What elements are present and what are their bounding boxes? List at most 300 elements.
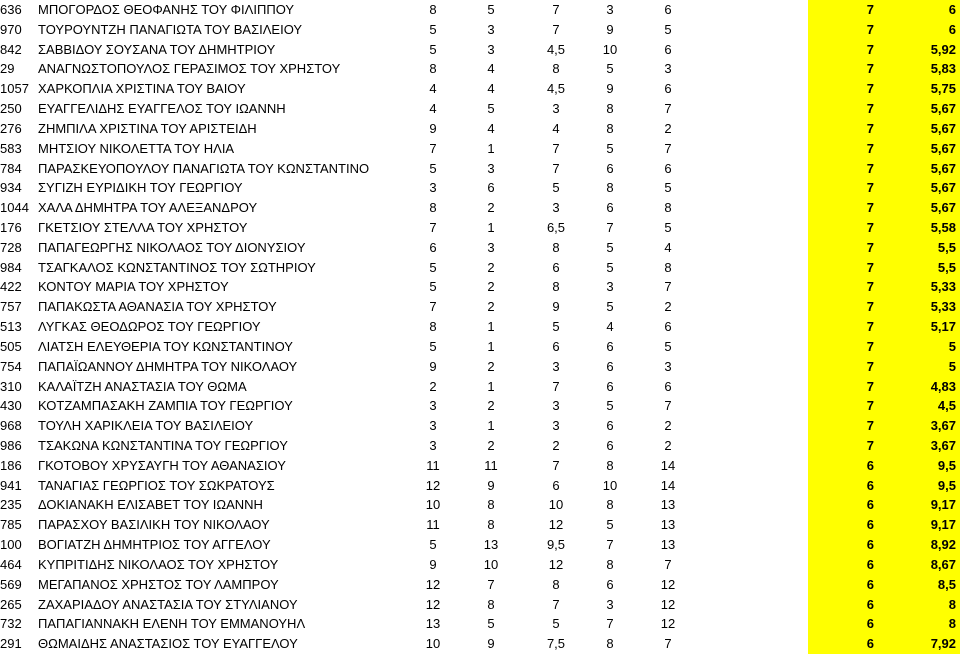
grade-a-cell[interactable]: 5	[429, 279, 437, 295]
table-row[interactable]	[0, 59, 960, 79]
grade-b-cell[interactable]: 3	[487, 41, 495, 57]
name-cell[interactable]: ΓΚΕΤΣΙΟΥ ΣΤΕΛΛΑ ΤΟΥ ΧΡΗΣΤΟΥ	[38, 220, 248, 235]
grade-a-cell[interactable]: 9	[429, 120, 437, 136]
grade-b-cell[interactable]: 8	[487, 596, 495, 612]
grade-d-cell[interactable]: 6	[606, 160, 614, 176]
name-cell[interactable]: ΤΣΑΓΚΑΛΟΣ ΚΩΝΣΤΑΝΤΙΝΟΣ ΤΟΥ ΣΩΤΗΡΙΟΥ	[38, 259, 316, 275]
score-cell[interactable]: 4,5	[882, 396, 960, 416]
name-cell[interactable]: ΠΑΡΑΣΧΟΥ ΒΑΣΙΛΙΚΗ ΤΟΥ ΝΙΚΟΛΑΟΥ	[38, 517, 270, 533]
grade-a-cell[interactable]: 8	[429, 2, 437, 17]
table-row[interactable]	[0, 139, 960, 159]
name-cell[interactable]: ΠΑΡΑΣΚΕΥΟΠΟΥΛΟΥ ΠΑΝΑΓΙΩΤΑ ΤΟΥ ΚΩΝΣΤΑΝΤΙΝΟ	[38, 160, 370, 176]
rank-cell[interactable]: 6	[808, 614, 882, 634]
name-cell[interactable]: ΤΟΥΡΟΥΝΤΖΗ ΠΑΝΑΓΙΩΤΑ ΤΟΥ ΒΑΣΙΛΕΙΟΥ	[38, 21, 303, 37]
table-row[interactable]	[0, 614, 960, 634]
rank-cell[interactable]: 7	[808, 396, 882, 416]
row-id-cell[interactable]: 505	[0, 338, 22, 354]
grade-d-cell[interactable]: 5	[606, 398, 614, 414]
rank-cell[interactable]: 7	[808, 258, 882, 278]
rank-cell[interactable]: 6	[808, 535, 882, 555]
rank-cell[interactable]: 7	[808, 317, 882, 337]
row-id-cell[interactable]: 842	[0, 41, 22, 57]
rank-cell[interactable]: 6	[808, 575, 882, 595]
row-id-cell[interactable]: 934	[0, 180, 22, 196]
grade-b-cell[interactable]: 1	[487, 338, 495, 354]
grade-b-cell[interactable]: 2	[487, 279, 495, 295]
grade-b-cell[interactable]: 5	[487, 101, 495, 117]
grade-a-cell[interactable]: 3	[429, 418, 437, 434]
grade-e-cell[interactable]: 7	[664, 398, 672, 414]
grade-b-cell[interactable]: 9	[487, 636, 495, 652]
table-row[interactable]	[0, 40, 960, 60]
grade-e-cell[interactable]: 13	[660, 517, 676, 533]
row-id-cell[interactable]: 583	[0, 140, 22, 156]
row-id-cell[interactable]: 728	[0, 239, 22, 255]
grade-a-cell[interactable]: 12	[425, 576, 441, 592]
grade-c-cell[interactable]: 7	[552, 457, 560, 473]
grade-e-cell[interactable]: 8	[664, 200, 672, 216]
grade-a-cell[interactable]: 5	[429, 537, 437, 553]
grade-c-cell[interactable]: 7,5	[546, 636, 566, 652]
score-cell[interactable]: 5,33	[882, 277, 960, 297]
score-cell[interactable]: 9,5	[882, 456, 960, 476]
grade-d-cell[interactable]: 4	[606, 319, 614, 335]
grade-e-cell[interactable]: 8	[664, 259, 672, 275]
score-cell[interactable]: 8,92	[882, 535, 960, 555]
grade-e-cell[interactable]: 6	[664, 81, 672, 97]
rank-cell[interactable]: 6	[808, 456, 882, 476]
rank-cell[interactable]: 7	[808, 416, 882, 436]
table-row[interactable]	[0, 0, 960, 20]
grade-c-cell[interactable]: 7	[552, 2, 560, 17]
table-row[interactable]	[0, 198, 960, 218]
rank-cell[interactable]: 6	[808, 476, 882, 496]
rank-cell[interactable]: 7	[808, 139, 882, 159]
grade-a-cell[interactable]: 3	[429, 180, 437, 196]
grade-a-cell[interactable]: 10	[425, 497, 441, 513]
score-cell[interactable]: 8	[882, 595, 960, 615]
score-cell[interactable]: 5,67	[882, 139, 960, 159]
grade-a-cell[interactable]: 3	[429, 438, 437, 453]
grade-a-cell[interactable]: 5	[429, 160, 437, 176]
table-row[interactable]	[0, 20, 960, 40]
table-row[interactable]	[0, 495, 960, 515]
grade-e-cell[interactable]: 5	[664, 338, 672, 354]
grade-d-cell[interactable]: 3	[606, 279, 614, 295]
grade-d-cell[interactable]: 10	[602, 41, 618, 57]
name-cell[interactable]: ΛΥΓΚΑΣ ΘΕΟΔΩΡΟΣ ΤΟΥ ΓΕΩΡΓΙΟΥ	[38, 319, 261, 335]
grade-e-cell[interactable]: 2	[664, 299, 672, 315]
row-id-cell[interactable]: 464	[0, 556, 22, 572]
grade-e-cell[interactable]: 7	[664, 279, 672, 295]
rank-cell[interactable]: 6	[808, 495, 882, 515]
grade-a-cell[interactable]: 13	[425, 616, 441, 632]
grade-c-cell[interactable]: 7	[552, 140, 560, 156]
grade-a-cell[interactable]: 4	[429, 101, 437, 117]
name-cell[interactable]: ΧΑΡΚΟΠΛΙΑ ΧΡΙΣΤΙΝΑ ΤΟΥ ΒΑΙΟΥ	[38, 81, 246, 97]
row-id-cell[interactable]: 757	[0, 299, 22, 315]
grade-b-cell[interactable]: 3	[487, 21, 495, 37]
grade-c-cell[interactable]: 9	[552, 299, 560, 315]
row-id-cell[interactable]: 732	[0, 616, 22, 632]
row-id-cell[interactable]: 754	[0, 358, 22, 374]
grade-c-cell[interactable]: 3	[552, 101, 560, 117]
row-id-cell[interactable]: 569	[0, 576, 22, 592]
rank-cell[interactable]: 7	[808, 159, 882, 179]
grade-a-cell[interactable]: 9	[429, 556, 437, 572]
grade-b-cell[interactable]: 2	[487, 438, 495, 453]
table-row[interactable]	[0, 575, 960, 595]
grade-e-cell[interactable]: 6	[664, 2, 672, 17]
grade-c-cell[interactable]: 4,5	[546, 41, 566, 57]
grade-e-cell[interactable]: 2	[664, 438, 672, 453]
grade-d-cell[interactable]: 10	[602, 477, 618, 493]
row-id-cell[interactable]: 235	[0, 497, 22, 513]
score-cell[interactable]: 5,33	[882, 297, 960, 317]
grade-d-cell[interactable]: 8	[606, 497, 614, 513]
score-cell[interactable]: 6	[882, 20, 960, 40]
grade-d-cell[interactable]: 8	[606, 180, 614, 196]
rank-cell[interactable]: 7	[808, 377, 882, 397]
grade-b-cell[interactable]: 4	[487, 120, 495, 136]
row-id-cell[interactable]: 186	[0, 457, 22, 473]
table-row[interactable]	[0, 595, 960, 615]
grade-c-cell[interactable]: 3	[552, 200, 560, 216]
name-cell[interactable]: ΤΟΥΛΗ ΧΑΡΙΚΛΕΙΑ ΤΟΥ ΒΑΣΙΛΕΙΟΥ	[38, 418, 254, 434]
name-cell[interactable]: ΣΑΒΒΙΔΟΥ ΣΟΥΣΑΝΑ ΤΟΥ ΔΗΜΗΤΡΙΟΥ	[38, 41, 276, 57]
name-cell[interactable]: ΤΑΝΑΓΙΑΣ ΓΕΩΡΓΙΟΣ ΤΟΥ ΣΩΚΡΑΤΟΥΣ	[38, 477, 275, 493]
score-cell[interactable]: 9,17	[882, 495, 960, 515]
name-cell[interactable]: ΖΗΜΠΙΛΑ ΧΡΙΣΤΙΝΑ ΤΟΥ ΑΡΙΣΤΕΙΔΗ	[38, 120, 257, 136]
name-cell[interactable]: ΜΕΓΑΠΑΝΟΣ ΧΡΗΣΤΟΣ ΤΟΥ ΛΑΜΠΡΟΥ	[38, 576, 279, 592]
rank-cell[interactable]: 7	[808, 218, 882, 238]
score-cell[interactable]: 9,17	[882, 515, 960, 535]
name-cell[interactable]: ΜΗΤΣΙΟΥ ΝΙΚΟΛΕΤΤΑ ΤΟΥ ΗΛΙΑ	[38, 140, 235, 156]
grade-b-cell[interactable]: 2	[487, 398, 495, 414]
table-row[interactable]	[0, 119, 960, 139]
table-row[interactable]	[0, 178, 960, 198]
table-row[interactable]	[0, 396, 960, 416]
grade-c-cell[interactable]: 7	[552, 378, 560, 394]
grade-d-cell[interactable]: 7	[606, 537, 614, 553]
row-id-cell[interactable]: 430	[0, 398, 22, 414]
grade-a-cell[interactable]: 2	[429, 378, 437, 394]
grade-c-cell[interactable]: 8	[552, 576, 560, 592]
grade-a-cell[interactable]: 6	[429, 239, 437, 255]
rank-cell[interactable]: 6	[808, 595, 882, 615]
grade-a-cell[interactable]: 5	[429, 21, 437, 37]
grade-a-cell[interactable]: 5	[429, 41, 437, 57]
score-cell[interactable]: 5,67	[882, 119, 960, 139]
rank-cell[interactable]: 7	[808, 297, 882, 317]
grade-c-cell[interactable]: 5	[552, 180, 560, 196]
grade-e-cell[interactable]: 5	[664, 220, 672, 235]
grade-a-cell[interactable]: 12	[425, 596, 441, 612]
grade-d-cell[interactable]: 6	[606, 418, 614, 434]
grade-a-cell[interactable]: 4	[429, 81, 437, 97]
rank-cell[interactable]: 7	[808, 79, 882, 99]
grade-b-cell[interactable]: 1	[487, 140, 495, 156]
table-row[interactable]	[0, 297, 960, 317]
grade-e-cell[interactable]: 12	[660, 596, 676, 612]
score-cell[interactable]: 5,67	[882, 178, 960, 198]
grade-b-cell[interactable]: 3	[487, 160, 495, 176]
grade-e-cell[interactable]: 2	[664, 418, 672, 434]
name-cell[interactable]: ΚΑΛΑΪΤΖΗ ΑΝΑΣΤΑΣΙΑ ΤΟΥ ΘΩΜΑ	[38, 378, 247, 394]
score-cell[interactable]: 6	[882, 0, 960, 20]
name-cell[interactable]: ΣΥΓΙΖΗ ΕΥΡΙΔΙΚΗ ΤΟΥ ΓΕΩΡΓΙΟΥ	[38, 180, 243, 196]
grade-c-cell[interactable]: 9,5	[546, 537, 566, 553]
rank-cell[interactable]: 7	[808, 277, 882, 297]
grade-b-cell[interactable]: 5	[487, 616, 495, 632]
rank-cell[interactable]: 7	[808, 59, 882, 79]
score-cell[interactable]: 5,5	[882, 238, 960, 258]
grade-b-cell[interactable]: 2	[487, 259, 495, 275]
grade-c-cell[interactable]: 8	[552, 61, 560, 77]
grade-b-cell[interactable]: 13	[483, 537, 499, 553]
score-cell[interactable]: 5,58	[882, 218, 960, 238]
row-id-cell[interactable]: 276	[0, 120, 22, 136]
row-id-cell[interactable]: 310	[0, 378, 22, 394]
grade-e-cell[interactable]: 6	[664, 378, 672, 394]
name-cell[interactable]: ΠΑΠΑΓΕΩΡΓΗΣ ΝΙΚΟΛΑΟΣ ΤΟΥ ΔΙΟΝΥΣΙΟΥ	[38, 239, 306, 255]
row-id-cell[interactable]: 422	[0, 279, 22, 295]
name-cell[interactable]: ΔΟΚΙΑΝΑΚΗ ΕΛΙΣΑΒΕΤ ΤΟΥ ΙΩΑΝΝΗ	[38, 497, 263, 513]
table-row[interactable]	[0, 277, 960, 297]
score-cell[interactable]: 7,92	[882, 634, 960, 654]
grade-e-cell[interactable]: 14	[660, 477, 676, 493]
table-row[interactable]	[0, 159, 960, 179]
table-row[interactable]	[0, 634, 960, 654]
grade-a-cell[interactable]: 7	[429, 299, 437, 315]
row-id-cell[interactable]: 250	[0, 101, 22, 117]
grade-c-cell[interactable]: 2	[552, 438, 560, 453]
grade-a-cell[interactable]: 11	[426, 457, 440, 473]
grade-e-cell[interactable]: 5	[664, 180, 672, 196]
row-id-cell[interactable]: 970	[0, 21, 22, 37]
grade-c-cell[interactable]: 5	[552, 319, 560, 335]
table-row[interactable]	[0, 515, 960, 535]
table-row[interactable]	[0, 218, 960, 238]
name-cell[interactable]: ΠΑΠΑΪΩΑΝΝΟΥ ΔΗΜΗΤΡΑ ΤΟΥ ΝΙΚΟΛΑΟΥ	[38, 358, 298, 374]
row-id-cell[interactable]: 1057	[0, 81, 29, 97]
grade-e-cell[interactable]: 7	[664, 101, 672, 117]
rank-cell[interactable]: 7	[808, 99, 882, 119]
grade-a-cell[interactable]: 8	[429, 319, 437, 335]
table-row[interactable]	[0, 238, 960, 258]
score-cell[interactable]: 5	[882, 337, 960, 357]
table-row[interactable]	[0, 436, 960, 456]
table-row[interactable]	[0, 317, 960, 337]
grade-b-cell[interactable]: 4	[487, 81, 495, 97]
name-cell[interactable]: ΚΟΤΖΑΜΠΑΣΑΚΗ ΖΑΜΠΙΑ ΤΟΥ ΓΕΩΡΓΙΟΥ	[38, 398, 293, 414]
grade-e-cell[interactable]: 4	[664, 239, 672, 255]
grade-a-cell[interactable]: 5	[429, 338, 437, 354]
rank-cell[interactable]: 7	[808, 178, 882, 198]
grade-a-cell[interactable]: 11	[426, 517, 440, 533]
table-row[interactable]	[0, 337, 960, 357]
table-row[interactable]	[0, 535, 960, 555]
grade-b-cell[interactable]: 1	[487, 378, 495, 394]
table-row[interactable]	[0, 357, 960, 377]
grade-e-cell[interactable]: 7	[664, 556, 672, 572]
grade-c-cell[interactable]: 5	[552, 616, 560, 632]
table-row[interactable]	[0, 456, 960, 476]
grade-b-cell[interactable]: 8	[487, 517, 495, 533]
grade-b-cell[interactable]: 1	[487, 418, 495, 434]
grade-e-cell[interactable]: 14	[660, 457, 676, 473]
grade-d-cell[interactable]: 6	[606, 358, 614, 374]
name-cell[interactable]: ΠΑΠΑΓΙΑΝΝΑΚΗ ΕΛΕΝΗ ΤΟΥ ΕΜΜΑΝΟΥΗΛ	[38, 616, 306, 632]
grade-d-cell[interactable]: 5	[606, 517, 614, 533]
grade-d-cell[interactable]: 3	[606, 2, 614, 17]
score-cell[interactable]: 5,5	[882, 258, 960, 278]
rank-cell[interactable]: 7	[808, 119, 882, 139]
grade-e-cell[interactable]: 13	[660, 537, 676, 553]
name-cell[interactable]: ΤΣΑΚΩΝΑ ΚΩΝΣΤΑΝΤΙΝΑ ΤΟΥ ΓΕΩΡΓΙΟΥ	[38, 438, 288, 453]
name-cell[interactable]: ΜΠΟΓΟΡΔΟΣ ΘΕΟΦΑΝΗΣ ΤΟΥ ΦΙΛΙΠΠΟΥ	[38, 2, 295, 17]
grade-b-cell[interactable]: 1	[487, 220, 495, 235]
row-id-cell[interactable]: 968	[0, 418, 22, 434]
grade-e-cell[interactable]: 13	[660, 497, 676, 513]
row-id-cell[interactable]: 176	[0, 220, 22, 235]
grade-b-cell[interactable]: 11	[484, 457, 498, 473]
grade-b-cell[interactable]: 2	[487, 358, 495, 374]
name-cell[interactable]: ΘΩΜΑΙΔΗΣ ΑΝΑΣΤΑΣΙΟΣ ΤΟΥ ΕΥΑΓΓΕΛΟΥ	[38, 636, 298, 652]
score-cell[interactable]: 8,67	[882, 555, 960, 575]
grade-c-cell[interactable]: 12	[548, 517, 564, 533]
grade-c-cell[interactable]: 3	[552, 418, 560, 434]
score-cell[interactable]: 5,67	[882, 198, 960, 218]
rank-cell[interactable]: 6	[808, 555, 882, 575]
name-cell[interactable]: ΧΑΛΑ ΔΗΜΗΤΡΑ ΤΟΥ ΑΛΕΞΑΝΔΡΟΥ	[38, 200, 258, 216]
table-row[interactable]	[0, 377, 960, 397]
grade-d-cell[interactable]: 9	[606, 21, 614, 37]
row-id-cell[interactable]: 941	[0, 477, 22, 493]
grade-d-cell[interactable]: 5	[606, 140, 614, 156]
table-row[interactable]	[0, 555, 960, 575]
row-id-cell[interactable]: 1044	[0, 200, 29, 216]
grade-d-cell[interactable]: 5	[606, 61, 614, 77]
grade-c-cell[interactable]: 8	[552, 239, 560, 255]
grade-b-cell[interactable]: 10	[483, 556, 499, 572]
grade-a-cell[interactable]: 9	[429, 358, 437, 374]
grade-a-cell[interactable]: 8	[429, 200, 437, 216]
grade-d-cell[interactable]: 8	[606, 636, 614, 652]
score-cell[interactable]: 5,92	[882, 40, 960, 60]
grade-d-cell[interactable]: 3	[606, 596, 614, 612]
score-cell[interactable]: 3,67	[882, 436, 960, 456]
grade-b-cell[interactable]: 2	[487, 299, 495, 315]
grade-c-cell[interactable]: 7	[552, 160, 560, 176]
rank-cell[interactable]: 7	[808, 337, 882, 357]
rank-cell[interactable]: 7	[808, 40, 882, 60]
row-id-cell[interactable]: 984	[0, 259, 22, 275]
score-cell[interactable]: 5,83	[882, 59, 960, 79]
score-cell[interactable]: 5,17	[882, 317, 960, 337]
table-row[interactable]	[0, 416, 960, 436]
score-cell[interactable]: 8	[882, 614, 960, 634]
rank-cell[interactable]: 7	[808, 198, 882, 218]
rank-cell[interactable]: 6	[808, 515, 882, 535]
grade-c-cell[interactable]: 6,5	[546, 220, 566, 235]
score-cell[interactable]: 5,75	[882, 79, 960, 99]
grade-d-cell[interactable]: 8	[606, 120, 614, 136]
name-cell[interactable]: ΖΑΧΑΡΙΑΔΟΥ ΑΝΑΣΤΑΣΙΑ ΤΟΥ ΣΤΥΛΙΑΝΟΥ	[38, 596, 298, 612]
grade-c-cell[interactable]: 4	[552, 120, 560, 136]
grade-a-cell[interactable]: 8	[429, 61, 437, 77]
grade-e-cell[interactable]: 12	[660, 616, 676, 632]
grade-d-cell[interactable]: 5	[606, 259, 614, 275]
grade-d-cell[interactable]: 5	[606, 239, 614, 255]
grade-b-cell[interactable]: 7	[487, 576, 495, 592]
grade-d-cell[interactable]: 7	[606, 220, 614, 235]
rank-cell[interactable]: 7	[808, 0, 882, 20]
score-cell[interactable]: 5,67	[882, 99, 960, 119]
grade-a-cell[interactable]: 5	[429, 259, 437, 275]
score-cell[interactable]: 8,5	[882, 575, 960, 595]
grade-e-cell[interactable]: 6	[664, 160, 672, 176]
grade-b-cell[interactable]: 3	[487, 239, 495, 255]
grade-e-cell[interactable]: 7	[664, 140, 672, 156]
score-cell[interactable]: 3,67	[882, 416, 960, 436]
table-row[interactable]	[0, 79, 960, 99]
grade-b-cell[interactable]: 9	[487, 477, 495, 493]
grade-c-cell[interactable]: 7	[552, 596, 560, 612]
grade-a-cell[interactable]: 7	[429, 220, 437, 235]
row-id-cell[interactable]: 29	[0, 61, 15, 77]
grade-c-cell[interactable]: 8	[552, 279, 560, 295]
rank-cell[interactable]: 6	[808, 634, 882, 654]
name-cell[interactable]: ΒΟΓΙΑΤΖΗ ΔΗΜΗΤΡΙΟΣ ΤΟΥ ΑΓΓΕΛΟΥ	[38, 537, 271, 553]
grade-d-cell[interactable]: 8	[606, 457, 614, 473]
table-row[interactable]	[0, 258, 960, 278]
grade-b-cell[interactable]: 1	[487, 319, 495, 335]
grade-c-cell[interactable]: 6	[552, 259, 560, 275]
name-cell[interactable]: ΚΥΠΡΙΤΙΔΗΣ ΝΙΚΟΛΑΟΣ ΤΟΥ ΧΡΗΣΤΟΥ	[38, 556, 279, 572]
score-cell[interactable]: 4,83	[882, 377, 960, 397]
grade-e-cell[interactable]: 2	[664, 120, 672, 136]
grade-e-cell[interactable]: 3	[664, 358, 672, 374]
grade-e-cell[interactable]: 7	[664, 636, 672, 652]
row-id-cell[interactable]: 265	[0, 596, 22, 612]
row-id-cell[interactable]: 784	[0, 160, 22, 176]
grade-d-cell[interactable]: 6	[606, 438, 614, 453]
grade-d-cell[interactable]: 8	[606, 556, 614, 572]
rank-cell[interactable]: 7	[808, 20, 882, 40]
grade-d-cell[interactable]: 8	[606, 101, 614, 117]
row-id-cell[interactable]: 986	[0, 438, 22, 453]
grade-c-cell[interactable]: 4,5	[546, 81, 566, 97]
grade-c-cell[interactable]: 3	[552, 398, 560, 414]
score-cell[interactable]: 9,5	[882, 476, 960, 496]
grade-a-cell[interactable]: 10	[425, 636, 441, 652]
grade-e-cell[interactable]: 6	[664, 41, 672, 57]
grade-d-cell[interactable]: 6	[606, 378, 614, 394]
grade-e-cell[interactable]: 5	[664, 21, 672, 37]
rank-cell[interactable]: 7	[808, 238, 882, 258]
grade-c-cell[interactable]: 6	[552, 338, 560, 354]
name-cell[interactable]: ΓΚΟΤΟΒΟΥ ΧΡΥΣΑΥΓΗ ΤΟΥ ΑΘΑΝΑΣΙΟΥ	[38, 457, 286, 473]
grade-b-cell[interactable]: 5	[487, 2, 495, 17]
grade-c-cell[interactable]: 7	[552, 21, 560, 37]
grade-b-cell[interactable]: 8	[487, 497, 495, 513]
score-cell[interactable]: 5,67	[882, 159, 960, 179]
grade-b-cell[interactable]: 2	[487, 200, 495, 216]
grade-e-cell[interactable]: 3	[664, 61, 672, 77]
name-cell[interactable]: ΠΑΠΑΚΩΣΤΑ ΑΘΑΝΑΣΙΑ ΤΟΥ ΧΡΗΣΤΟΥ	[38, 299, 277, 315]
name-cell[interactable]: ΛΙΑΤΣΗ ΕΛΕΥΘΕΡΙΑ ΤΟΥ ΚΩΝΣΤΑΝΤΙΝΟΥ	[38, 338, 293, 354]
